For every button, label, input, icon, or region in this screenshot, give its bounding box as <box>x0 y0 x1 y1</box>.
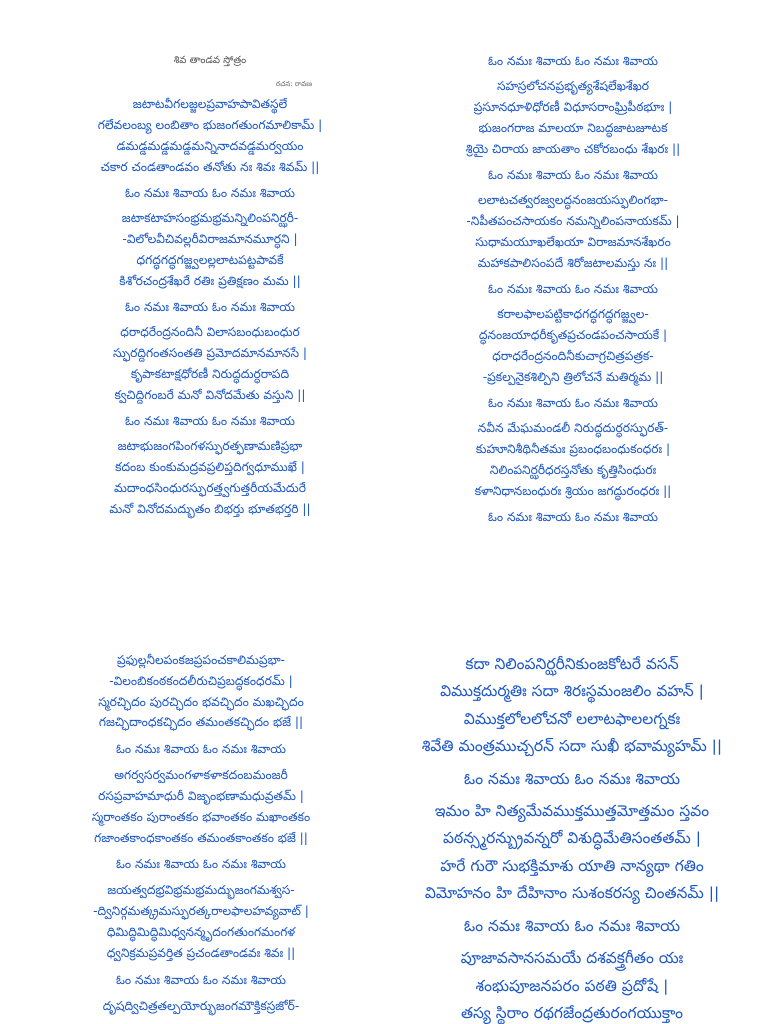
refrain-line: ఓం నమః శివాయ ఓం నమః శివాయ <box>488 54 658 68</box>
verse-line: కరాలఫాలపట్టికాధగద్ధగద్ధగజ్జ్వల- <box>497 307 649 321</box>
verse-line: మనో వినోదమద్భుతం బిభర్తు భూతభర్తరి || <box>109 502 311 516</box>
verse-line: పఠన్స్మరన్బ్రువన్నరో విశుద్ధిమేతిసంతతమ్ | <box>443 829 701 848</box>
verse-line: స్మరచ్ఛిదం పురచ్ఛిదం భవచ్ఛిదం మఖచ్ఛిదం <box>98 694 304 709</box>
verse-line: విముక్తదుర్మతిః సదా శిరఃస్థమంజలిం వహన్ | <box>440 682 704 701</box>
refrain-line: ఓం నమః శివాయ ఓం నమః శివాయ <box>125 186 295 200</box>
stanza-1 <box>60 94 360 178</box>
verse-line: గజచ్ఛిదాంధకచ్ఛిదం తమంతకచ్ఛిదం భజే || <box>98 715 304 730</box>
verse-line: -విలంబికంఠకందలీరుచిప్రబద్ధకంధరమ్ | <box>109 673 293 688</box>
stanza-3-partial <box>400 945 744 1024</box>
verse-line: సహస్రలోచనప్రభృత్యశేషలేఖశేఖర <box>496 79 650 93</box>
page-panel-bottom-right <box>400 646 744 1024</box>
document-title: శివ తాండవ స్తోత్రం <box>173 55 247 66</box>
verse-line: ఇమం హి నిత్యమేవముక్తముత్తమోత్తమం స్తవం <box>434 802 710 821</box>
verse-line: భుజంగరాజ మాలయా నిబద్ధజాటజూటక <box>478 121 668 135</box>
stanza-4 <box>60 436 360 520</box>
refrain-line: ఓం నమః శివాయ ఓం నమః శివాయ <box>116 972 286 987</box>
verse-line: శివేతి మంత్రముచ్చరన్ సదా సుఖీ భవామ్యహమ్ || <box>421 736 723 755</box>
verse-line: శంభుపూజనపరం పఠతి ప్రదోషే | <box>475 976 669 995</box>
verse-line: ద్ధనంజయాధరీకృతప్రచండపంచసాయకే | <box>478 328 668 342</box>
verse-line: గజాంతకాంధకాంతకం తమంతకాంతకం భజే || <box>94 830 308 845</box>
stanza-3 <box>418 304 728 388</box>
page-panel-top-right <box>418 46 728 546</box>
verse-line: మహాకపాలిసంపదే శిరోజటాలమస్తు నః || <box>477 256 669 270</box>
verse-line: ప్రఫుల్లనీలపంకజప్రపంచకాలిమప్రభా- <box>116 653 286 667</box>
stanza-2 <box>60 208 360 292</box>
verse-line: జటాటవీగలజ్జలప్రవాహపావితస్థలే <box>132 97 288 111</box>
verse-line: కృపాకటాక్షధోరణీ నిరుద్ధదుర్ధరాపది <box>130 367 290 381</box>
stanza-2 <box>418 190 728 274</box>
verse-line: ధిమిద్ధిమిద్ధిమిధ్వనన్మృదంగతుంగమంగళ <box>106 924 296 939</box>
verse-line: కదా నిలింపనిర్ఝరీనికుంజకోటరే వసన్ <box>465 655 679 673</box>
verse-line: -విలోలవీచివల్లరీవిరాజమానమూర్ధని | <box>122 232 298 246</box>
stanza-3 <box>60 322 360 406</box>
verse-line: జటాభుజంగపింగళస్ఫురత్ఫణామణిప్రభా <box>117 439 303 453</box>
verse-line: ధ్వనిక్రమప్రవర్తిత ప్రచండతాండవః శివః || <box>106 945 296 960</box>
verse-line: -ద్వినిర్గమత్క్రమస్ఫురత్కరాలఫాలహవ్యవాట్ | <box>93 904 309 919</box>
page-panel-top-left <box>60 46 360 546</box>
stanza-4-partial <box>56 996 346 1017</box>
verse-line: తస్య స్థిరాం రథగజేంద్రతురంగయుక్తాం <box>460 1003 684 1022</box>
refrain-line: ఓం నమః శివాయ ఓం నమః శివాయ <box>488 282 658 296</box>
verse-line: ధగద్ధగద్ధగజ్జ్వలల్లలాటపట్టపావకే <box>136 253 284 267</box>
stanza-1 <box>56 650 346 733</box>
verse-line: కళానిధానబంధురః శ్రియం జగద్ధురంధరః || <box>474 484 672 498</box>
verse-line: మదాంధసింధురస్ఫురత్త్వగుత్తరీయమేదురే <box>114 481 306 495</box>
verse-line: గలేవలంబ్య లంబితాం భుజంగతుంగమాలికామ్ | <box>97 118 323 132</box>
stanza-1 <box>418 76 728 160</box>
verse-line: క్వచిద్దిగంబరే మనో వినోదమేతు వస్తుని || <box>114 388 306 402</box>
verse-line: ధరాధరేంద్రనందినీకుచాగ్రచిత్రపత్రక- <box>492 349 654 363</box>
verse-line: శ్రియై చిరాయ జాయతాం చకోరబంధు శేఖరః || <box>465 142 681 156</box>
page-panel-bottom-left <box>56 646 346 1024</box>
refrain-line: ఓం నమః శివాయ ఓం నమః శివాయ <box>488 168 658 182</box>
refrain-line: ఓం నమః శివాయ ఓం నమః శివాయ <box>116 742 286 757</box>
verse-line: రసప్రవాహమాధురీ విజృంభణామధువ్రతమ్ | <box>98 788 304 803</box>
refrain-line: ఓం నమః శివాయ ఓం నమః శివాయ <box>116 857 286 872</box>
verse-line: విమోహనం హి దేహినాం సుశంకరస్య చింతనమ్ || <box>424 884 720 903</box>
verse-line: కిశోరచంద్రశేఖరే రతిః ప్రతిక్షణం మమ || <box>119 274 301 288</box>
verse-line: పూజావసానసమయే దశవక్త్రగీతం యః <box>460 949 684 968</box>
verse-line: అగర్వసర్వమంగళాకళాకదంబమంజరీ <box>114 768 288 783</box>
verse-line: చకార చండతాండవం తనోతు నః శివః శివమ్ || <box>100 160 320 174</box>
refrain-line: ఓం నమః శివాయ ఓం నమః శివాయ <box>125 414 295 428</box>
verse-line: విముక్తలోలలోచనో లలాటఫాలలగ్నకః <box>463 709 681 728</box>
verse-line: స్మరాంతకం పురాంతకం భవాంతకం మఖాంతకం <box>91 809 311 824</box>
verse-line: ప్రసూనధూళిధోరణీ విధూసరాంఘ్రిపీఠభూః | <box>473 100 673 114</box>
verse-line: -నిపీతపంచసాయకం నమన్నిలింపనాయకమ్ | <box>466 214 680 228</box>
refrain-line: ఓం నమః శివాయ ఓం నమః శివాయ <box>463 770 681 789</box>
verse-line: జటాకటాహసంభ్రమభ్రమన్నిలింపనిర్ఝరీ- <box>121 211 299 225</box>
verse-line: కుహూనిశీథినీతమః ప్రబంధబంధుకంధరః | <box>475 442 671 456</box>
verse-line: -ప్రకల్పనైకశిల్పిని త్రిలోచనే మతిర్మమ || <box>482 370 664 384</box>
verse-line: కదంబ కుంకుమద్రవప్రలిప్తదిగ్వధూముఖే | <box>115 460 305 474</box>
document-author: రచన: రావణ <box>275 80 312 88</box>
stanza-2 <box>56 765 346 848</box>
verse-line: ధరాధరేంద్రనందినీ విలాసబంధుబంధుర <box>120 325 300 339</box>
refrain-line: ఓం నమః శివాయ ఓం నమః శివాయ <box>488 396 658 410</box>
verse-line: స్ఫురద్దిగంతసంతతి ప్రమోదమానమానసే | <box>113 346 307 360</box>
refrain-line: ఓం నమః శివాయ ఓం నమః శివాయ <box>463 917 681 936</box>
verse-line: జయత్వదభ్రవిభ్రమభ్రమద్భుజంగమశ్వస- <box>107 883 295 898</box>
stanza-3 <box>56 880 346 963</box>
stanza-2 <box>400 798 744 907</box>
verse-line: నిలింపనిర్ఝరీధరస్తనోతు కృత్తిసింధురః <box>489 463 657 477</box>
verse-line: లలాటచత్వరజ్వలద్ధనంజయస్ఫులింగభా- <box>477 193 669 207</box>
stanza-4 <box>418 418 728 502</box>
verse-line: హరే గురౌ సుభక్తిమాశు యాతి నాన్యథా గతిం <box>440 856 704 875</box>
refrain-line: ఓం నమః శివాయ ఓం నమః శివాయ <box>488 510 658 524</box>
refrain-line: ఓం నమః శివాయ ఓం నమః శివాయ <box>125 300 295 314</box>
verse-line: దృషద్విచిత్రతల్పయోర్భుజంగమౌక్తికస్రజోర్- <box>102 998 300 1013</box>
verse-line: సుధామయూఖలేఖయా విరాజమానశేఖరం <box>475 235 671 249</box>
verse-line: నవీన మేఘమండలీ నిరుద్ధదుర్ధరస్ఫురత్- <box>477 421 669 435</box>
stanza-1 <box>400 651 744 760</box>
verse-line: డమడ్డమడ్డమడ్డమన్నినాదవడ్డమర్వయం <box>116 139 304 153</box>
